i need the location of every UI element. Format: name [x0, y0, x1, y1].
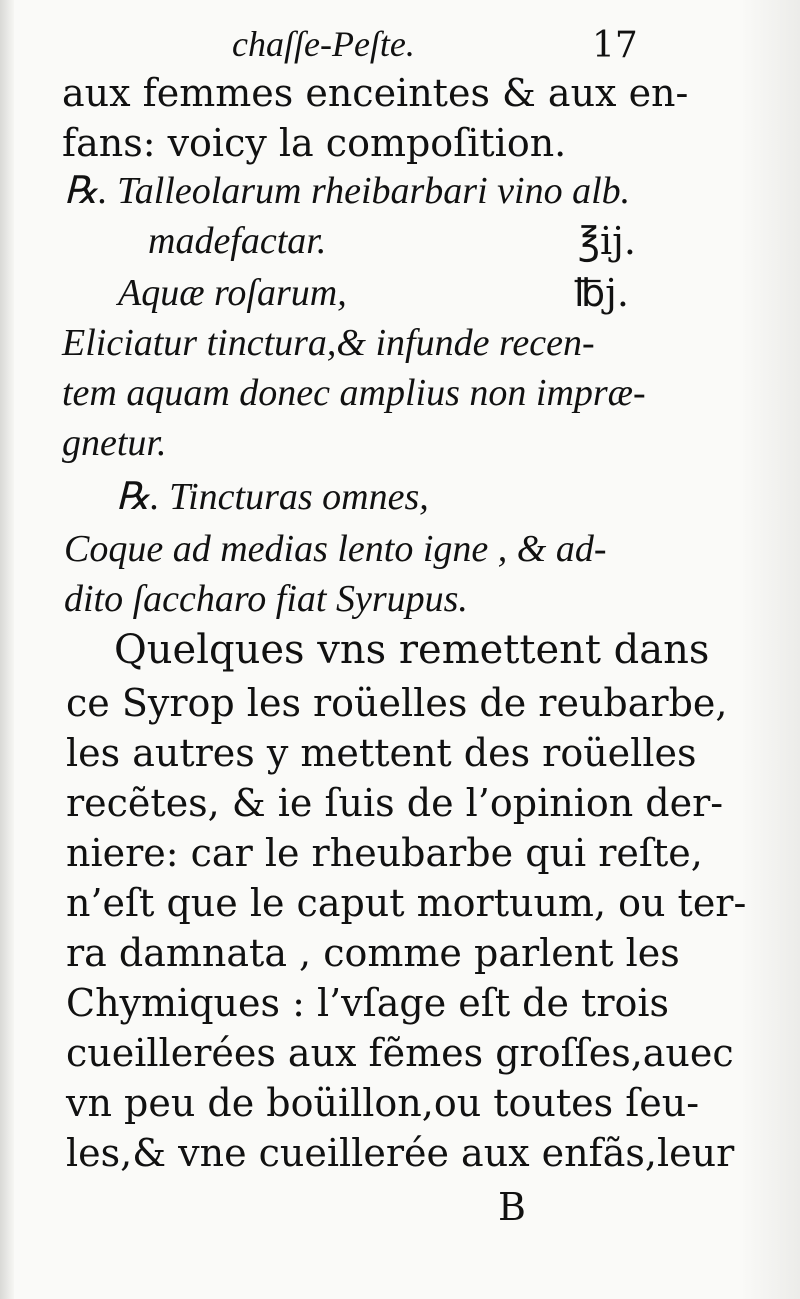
recipe-line: gnetur. — [62, 422, 167, 464]
page-gutter-shadow — [0, 0, 14, 1299]
page-number: 17 — [592, 25, 638, 66]
signature-mark: B — [498, 1185, 526, 1229]
recipe-line: tem aquam donec amplius non impræ- — [62, 372, 646, 414]
paragraph-line: les autres y mettent des roüelles — [66, 731, 697, 775]
recipe-line: Coque ad medias lento igne , & ad- — [64, 528, 607, 570]
paragraph-line: n’eſt que le caput mortuum, ou ter- — [66, 881, 747, 925]
running-title: chaſſe-Peſte. — [232, 24, 415, 64]
text-line: fans: voicy la compoſition. — [62, 121, 567, 165]
page-edge — [740, 0, 800, 1299]
paragraph-line: les,& vne cueillerée aux enfãs,leur — [66, 1131, 735, 1175]
paragraph-line: niere: car le rheubarbe qui reſte, — [66, 831, 703, 875]
recipe-line: Aquæ roſarum, — [118, 272, 347, 314]
paragraph-line: vn peu de boüillon,ou toutes ſeu- — [66, 1081, 700, 1125]
paragraph-line: ra damnata , comme parlent les — [66, 931, 680, 975]
recipe-line: ℞. Talleolarum rheibarbari vino alb. — [64, 170, 631, 212]
dose-quantity: ℥ij. — [578, 219, 636, 263]
paragraph-line: Quelques vns remettent dans — [114, 627, 710, 673]
recipe-line: Eliciatur tinctura,& infunde recen- — [62, 322, 595, 364]
paragraph-line: ce Syrop les roüelles de reubarbe, — [66, 681, 728, 725]
dose-quantity: ℔j. — [574, 271, 629, 315]
recipe-line: madefactar. — [148, 220, 327, 262]
paragraph-line: cueillerées aux fẽmes groſſes,auec — [66, 1031, 734, 1075]
recipe-line: dito ſaccharo fiat Syrupus. — [64, 578, 468, 620]
recipe-line: ℞. Tincturas omnes, — [116, 476, 429, 518]
paragraph-line: recẽtes, & ie ſuis de l’opinion der- — [66, 781, 724, 825]
paragraph-line: Chymiques : l’vſage eſt de trois — [66, 981, 670, 1025]
text-line: aux femmes enceintes & aux en- — [62, 71, 689, 115]
